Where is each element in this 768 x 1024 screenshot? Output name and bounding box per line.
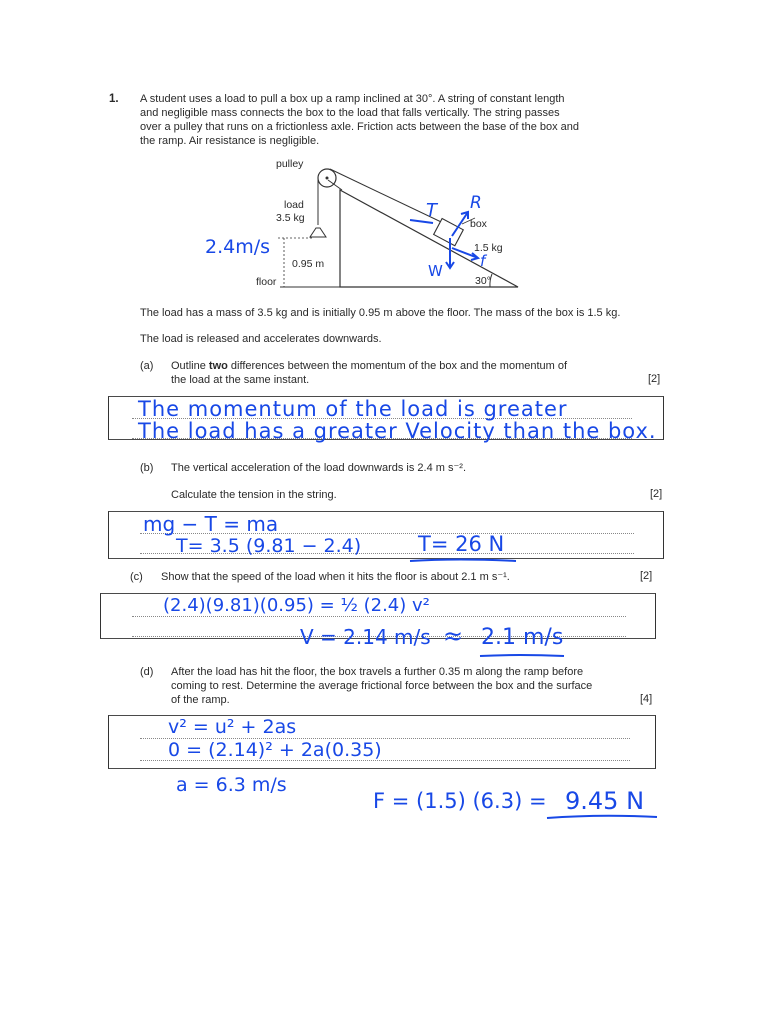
part-c-answer-4: 2.1 m/s bbox=[481, 625, 564, 650]
part-b-underline bbox=[408, 557, 520, 565]
part-b-label: (b) bbox=[140, 462, 154, 474]
height-label: 0.95 m bbox=[292, 258, 325, 270]
part-b-question: The vertical acceleration of the load downwards is 2.4 m s⁻². bbox=[171, 462, 466, 474]
part-d-answer-2: 0 = (2.14)² + 2a(0.35) bbox=[168, 739, 382, 761]
question-number: 1. bbox=[109, 93, 119, 105]
handwritten-friction-label: f bbox=[480, 252, 486, 270]
handwritten-tension-label: T bbox=[426, 200, 437, 221]
box-mass-label: 1.5 kg bbox=[474, 242, 503, 254]
load-weight-icon bbox=[310, 228, 326, 237]
handwritten-weight-label: W bbox=[428, 262, 443, 280]
pulley-label: pulley bbox=[276, 158, 304, 170]
part-d-question-line-3: of the ramp. bbox=[171, 694, 230, 706]
box-label: box bbox=[470, 218, 487, 230]
part-c-answer-2: V = 2.14 m/s bbox=[300, 625, 431, 649]
part-c-label: (c) bbox=[130, 571, 143, 583]
part-c-question: Show that the speed of the load when it hits the floor is about 2.1 m s⁻¹. bbox=[161, 571, 510, 583]
part-a-label: (a) bbox=[140, 360, 154, 372]
load-mass-label: 3.5 kg bbox=[276, 212, 305, 224]
part-b-marks: [2] bbox=[650, 488, 663, 500]
info-line-1: The load has a mass of 3.5 kg and is initially 0.95 m above the floor. The mass of the box is 1.5 kg. bbox=[140, 307, 621, 319]
part-a-answer-1: The momentum of the load is greater bbox=[138, 397, 568, 421]
part-b-answer-2: T= 3.5 (9.81 − 2.4) bbox=[176, 535, 362, 557]
part-d-marks: [4] bbox=[640, 693, 653, 705]
part-d-label: (d) bbox=[140, 666, 154, 678]
part-c-answer-1: (2.4)(9.81)(0.95) = ½ (2.4) v² bbox=[163, 595, 430, 616]
part-a-marks: [2] bbox=[648, 373, 661, 385]
part-b-answer-1: mg − T = ma bbox=[143, 512, 279, 536]
question-intro-line-2: and negligible mass connects the box to the load that falls vertically. The string passes bbox=[140, 107, 560, 119]
part-d-question-line-2: coming to rest. Determine the average frictional force between the box and the surface bbox=[171, 680, 593, 692]
load-label: load bbox=[284, 199, 304, 211]
handwritten-normal-label: R bbox=[470, 193, 482, 213]
question-intro-line-3: over a pulley that runs on a frictionless axle. Friction acts between the base of the box and bbox=[140, 121, 580, 133]
part-a-question-line-2: the load at the same instant. bbox=[171, 374, 310, 386]
part-d-underline bbox=[545, 812, 660, 822]
part-b-question-line-2: Calculate the tension in the string. bbox=[171, 489, 337, 501]
part-d-answer-5: 9.45 N bbox=[565, 787, 645, 815]
part-d-answer-1: v² = u² + 2as bbox=[168, 716, 297, 738]
floor-label: floor bbox=[256, 276, 277, 288]
question-intro-line-1: A student uses a load to pull a box up a ramp inclined at 30°. A string of constant length bbox=[140, 93, 565, 105]
string-ramp bbox=[330, 169, 458, 230]
part-d-question: After the load has hit the floor, the box travels a further 0.35 m along the ramp before bbox=[171, 666, 584, 678]
part-c-underline bbox=[478, 652, 568, 660]
angle-label: 30° bbox=[475, 275, 491, 287]
part-d-answer-4: F = (1.5) (6.3) = bbox=[373, 789, 547, 813]
box-icon bbox=[434, 219, 464, 246]
part-a-answer-2: The load has a greater Velocity than the box. bbox=[138, 419, 657, 443]
part-d-answer-3: a = 6.3 m/s bbox=[176, 774, 287, 796]
handwritten-acceleration: 2.4m/s bbox=[205, 236, 271, 258]
question-intro-line-4: the ramp. Air resistance is negligible. bbox=[140, 135, 320, 147]
part-a-question: Outline two differences between the momentum of the box and the momentum of bbox=[171, 360, 568, 372]
part-c-marks: [2] bbox=[640, 570, 653, 582]
info-line-2: The load is released and accelerates downwards. bbox=[140, 333, 382, 345]
part-c-answer-3: ≈ bbox=[443, 622, 464, 650]
pulley-axle-icon bbox=[326, 177, 329, 180]
part-b-answer-3: T= 26 N bbox=[418, 532, 505, 556]
